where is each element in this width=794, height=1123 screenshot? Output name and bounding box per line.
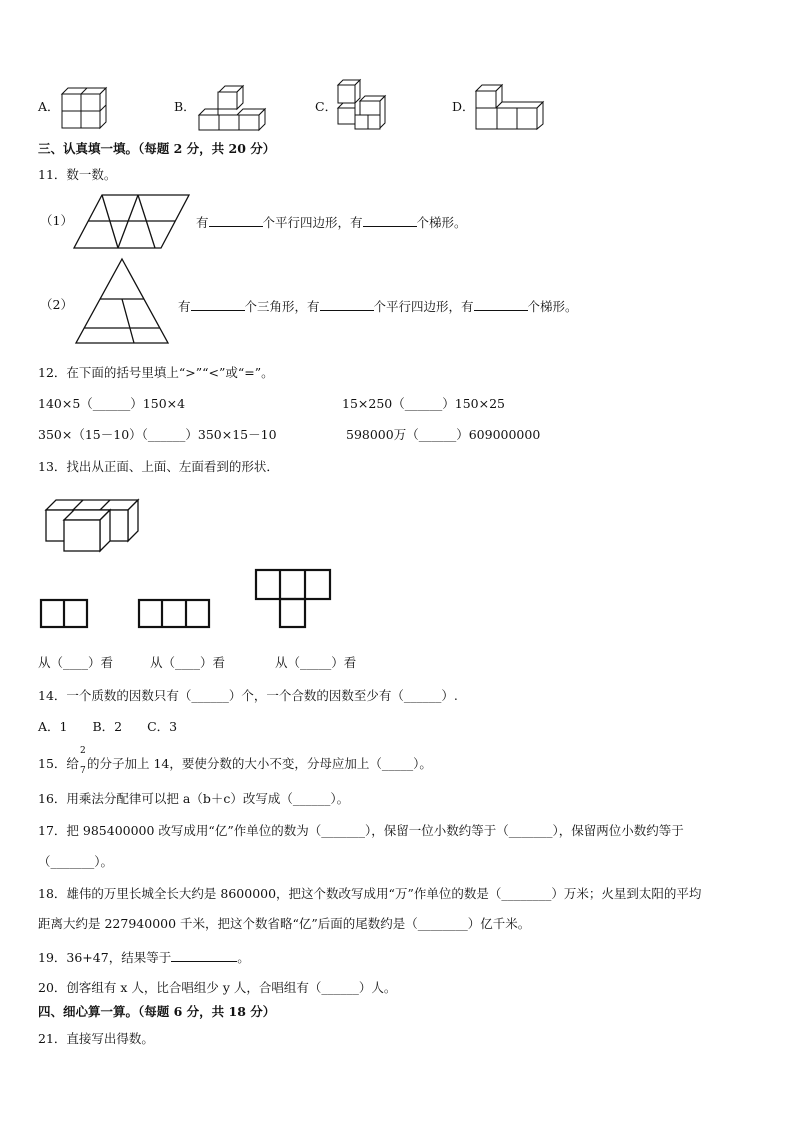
option-d-label: D． [452, 99, 475, 114]
q11-part2-blank-trapezoids[interactable] [474, 297, 528, 311]
q13-solid-figure [46, 498, 140, 554]
q13-view-3-answer[interactable]: 从（_____）看 [275, 655, 357, 670]
option-a-label: A． [38, 99, 60, 114]
q12-title: 12．在下面的括号里填上“>”“<”或“=”。 [38, 365, 274, 380]
q19-question [38, 948, 250, 966]
q11-part1-label: （1） [40, 213, 73, 228]
q11-part1-blank-trapezoids[interactable] [363, 213, 417, 227]
q19-text: 19．36+47，结果等于 [38, 950, 172, 965]
q15-prefix: 15．给 [38, 756, 79, 771]
q11-part2-text [178, 297, 578, 315]
section-4-heading: 四、细心算一算。（每题 6 分，共 18 分） [38, 1004, 276, 1019]
q11-part1-text-c: 个梯形。 [416, 215, 467, 230]
q11-part2-blank-triangles[interactable] [191, 297, 245, 311]
q13-view-2-answer[interactable]: 从（____）看 [150, 655, 226, 670]
q11-title: 11．数一数。 [38, 167, 117, 182]
q16-question: 16．用乘法分配律可以把 a（b＋c）改写成（______）。 [38, 791, 350, 806]
q11-part1-text-b: 个平行四边形，有 [262, 215, 363, 230]
option-c-label: C． [315, 99, 338, 114]
q12-item-b[interactable]: 15×250（______）150×25 [342, 396, 505, 411]
q11-part2-text-b: 个三角形，有 [244, 299, 320, 314]
q17-line-1: 17．把 985400000 改写成用“亿”作单位的数为（_______），保留一位小数约等于（_______），保留两位小数约等于 [38, 823, 684, 838]
q17-line-2: （_______）。 [38, 854, 114, 869]
q13-view-1-answer[interactable]: 从（____）看 [38, 655, 114, 670]
q11-part2-text-a: 有 [178, 299, 191, 314]
option-c-cube-figure [338, 80, 386, 130]
q18-line-2: 距离大约是 227940000 千米，把这个数省略“亿”后面的尾数约是（________）亿千米。 [38, 916, 531, 931]
q19-end: 。 [237, 950, 250, 965]
q15-fraction-numerator: 2 [80, 746, 86, 756]
q11-part2-label: （2） [40, 297, 73, 312]
q18-line-1: 18．雄伟的万里长城全长大约是 8600000，把这个数改写成用“万”作单位的数是（________）万米；火星到太阳的平均 [38, 886, 702, 901]
q13-view-shape-2 [138, 599, 210, 629]
option-d-cube-figure [476, 85, 544, 130]
option-b-label: B． [174, 99, 196, 114]
q11-part2-blank-parallelograms[interactable] [320, 297, 374, 311]
q11-triangle-figure [75, 258, 169, 344]
q11-part1-blank-parallelograms[interactable] [209, 213, 263, 227]
option-a-cube-figure [62, 88, 106, 130]
q11-part1-text-a: 有 [196, 215, 209, 230]
q11-part2-text-c: 个平行四边形，有 [373, 299, 474, 314]
q20-question: 20．创客组有 x 人，比合唱组少 y 人，合唱组有（______）人。 [38, 980, 397, 995]
q13-title: 13．找出从正面、上面、左面看到的形状． [38, 459, 279, 474]
q21-question: 21．直接写出得数。 [38, 1031, 154, 1046]
q14-question: 14．一个质数的因数只有（______）个，一个合数的因数至少有（______）. [38, 688, 458, 703]
q11-part1-text [196, 213, 467, 231]
section-3-heading: 三、认真填一填。（每题 2 分，共 20 分） [38, 141, 276, 156]
q15-question: 的分子加上 14，要使分数的大小不变，分母应加上（_____）。 [87, 756, 432, 771]
q15-fraction-denominator: 7 [80, 766, 86, 776]
q11-parallelogram-figure [74, 194, 190, 250]
q13-view-shape-3 [255, 569, 331, 629]
option-b-cube-figure [199, 86, 265, 130]
q12-item-c[interactable]: 350×（15－10）（______）350×15－10 [38, 427, 277, 442]
q19-answer-blank[interactable] [171, 948, 237, 962]
q11-part2-text-d: 个梯形。 [527, 299, 578, 314]
q13-view-shape-1 [40, 599, 88, 629]
q12-item-a[interactable]: 140×5（______）150×4 [38, 396, 186, 411]
q14-options[interactable]: A．1 B．2 C．3 [38, 719, 178, 734]
q12-item-d[interactable]: 598000万（______）609000000 [346, 427, 541, 442]
